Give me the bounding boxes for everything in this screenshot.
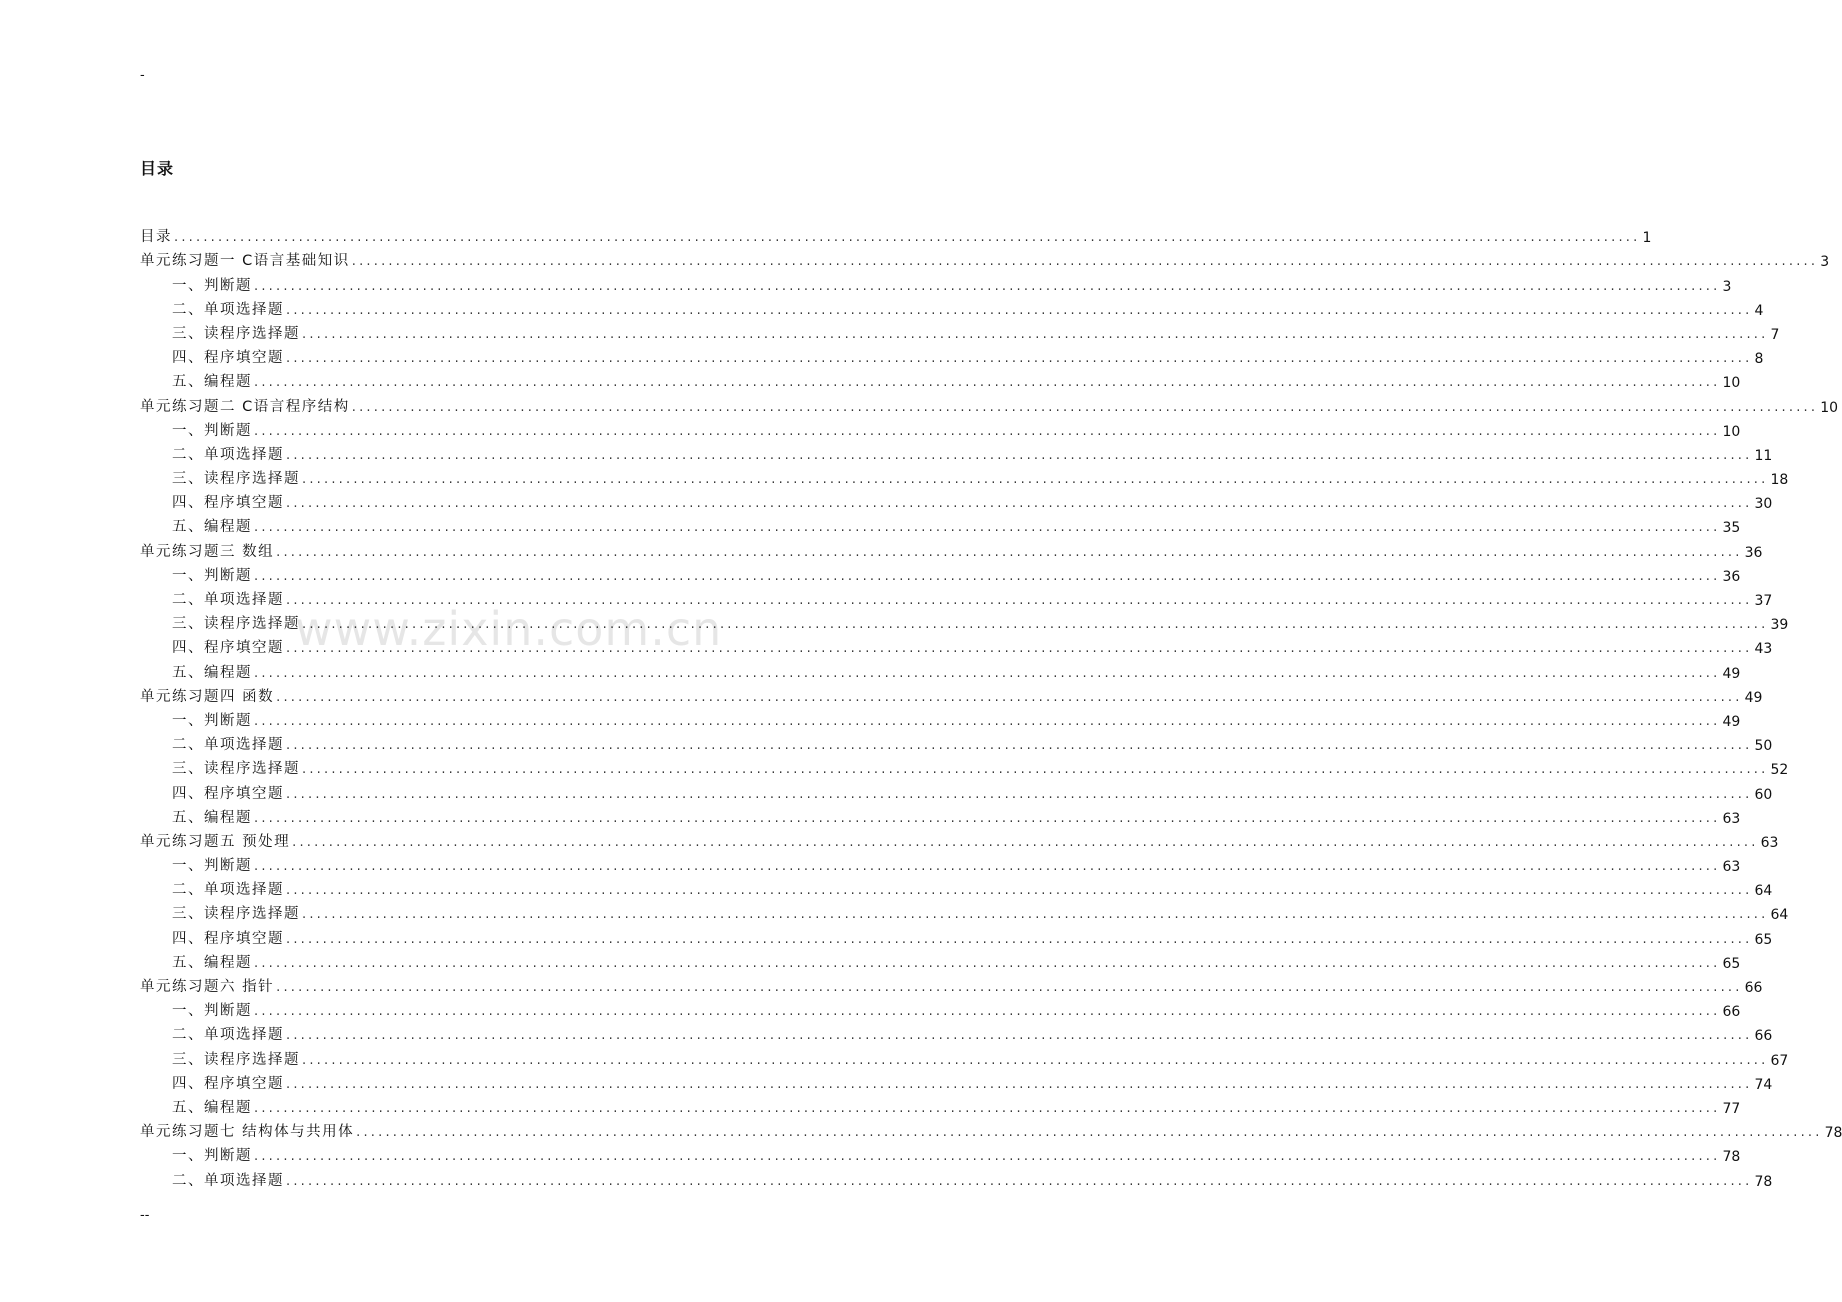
toc-entry-label: 程序填空题 [204, 1075, 284, 1092]
toc-entry-page-number: 66 [1722, 1004, 1741, 1021]
toc-dot-leader: ........................................................................................................................................................................................................ [254, 520, 1721, 536]
toc-entry-number: 三、 [172, 761, 204, 778]
toc-dot-leader: ........................................................................................................................................................................................................ [286, 302, 1753, 318]
toc-entry[interactable] [140, 682, 1763, 706]
toc-entry-label: 编程题 [204, 664, 252, 681]
toc-entry[interactable] [140, 730, 1773, 755]
toc-entry-label: 读程序选择题 [204, 471, 300, 488]
toc-entry-number: 三、 [172, 616, 204, 633]
toc-entry[interactable] [140, 391, 1839, 416]
toc-entry[interactable] [140, 416, 1741, 440]
toc-dot-leader: ........................................................................................................................................................................................................ [254, 955, 1721, 971]
toc-dot-leader: ........................................................................................................................................................................................................ [302, 472, 1769, 488]
toc-entry[interactable] [140, 1165, 1773, 1190]
toc-entry-page-number: 10 [1722, 375, 1741, 392]
toc-entry-number: 一、 [172, 858, 204, 875]
toc-entry-label: 编程题 [204, 374, 252, 391]
toc-entry-page-number: 78 [1722, 1149, 1741, 1166]
toc-entry-page-number: 63 [1722, 810, 1741, 827]
toc-dot-leader: ........................................................................................................................................................................................................ [286, 738, 1753, 754]
toc-entry-page-number: 18 [1770, 472, 1789, 489]
toc-dot-leader: ........................................................................................................................................................................................................ [254, 810, 1721, 826]
toc-entry-page-number: 66 [1744, 980, 1763, 996]
toc-dot-leader: ........................................................................................................................................................................................................ [286, 1173, 1753, 1189]
page-footer-mark: -- [140, 1208, 150, 1223]
toc-entry-label: 判断题 [204, 277, 252, 294]
toc-entry-label: 程序填空题 [204, 495, 284, 512]
toc-dot-leader: ........................................................................................................................................................................................................ [286, 447, 1753, 463]
toc-dot-leader: ........................................................................................................................................................................................................ [254, 1149, 1721, 1165]
toc-dot-leader: ........................................................................................................................................................................................................ [302, 617, 1769, 633]
toc-entry[interactable] [140, 778, 1773, 803]
toc-entry-page-number: 60 [1754, 786, 1773, 803]
toc-dot-leader: ........................................................................................................................................................................................................ [286, 641, 1753, 657]
toc-entry-page-number: 8 [1754, 351, 1764, 368]
toc-entry-page-number: 78 [1824, 1125, 1842, 1142]
toc-entry-page-number: 39 [1770, 617, 1789, 634]
toc-entry[interactable] [140, 633, 1773, 658]
table-of-contents [140, 222, 1842, 1190]
toc-entry-label: 判断题 [204, 1148, 252, 1165]
toc-entry-page-number: 4 [1754, 302, 1764, 319]
toc-dot-leader: ........................................................................................................................................................................................................ [276, 980, 1743, 995]
toc-dot-leader: ........................................................................................................................................................................................................ [286, 1076, 1753, 1092]
toc-entry-number: 二、 [172, 1027, 204, 1044]
toc-entry-label: 读程序选择题 [204, 616, 300, 633]
toc-entry-page-number: 49 [1744, 689, 1763, 706]
toc-entry[interactable] [140, 1020, 1773, 1045]
toc-entry[interactable] [140, 899, 1789, 924]
toc-entry-page-number: 77 [1722, 1100, 1741, 1117]
toc-entry-number: 五、 [172, 809, 204, 826]
toc-entry-label: 单项选择题 [204, 1027, 284, 1044]
toc-entry[interactable] [140, 222, 1652, 247]
toc-entry-page-number: 36 [1722, 568, 1741, 585]
toc-entry-number: 一、 [172, 1148, 204, 1165]
toc-entry-number: 一、 [172, 1003, 204, 1020]
toc-entry-page-number: 65 [1722, 955, 1741, 972]
toc-entry[interactable] [140, 972, 1763, 996]
toc-entry-label: 程序填空题 [204, 930, 284, 947]
toc-entry-label: 目录 [140, 229, 172, 246]
toc-entry-label: 判断题 [204, 712, 252, 729]
toc-entry-page-number: 74 [1754, 1076, 1773, 1093]
toc-entry-page-number: 11 [1754, 447, 1773, 464]
toc-dot-leader: ........................................................................................................................................................................................................ [254, 665, 1721, 681]
toc-dot-leader: ........................................................................................................................................................................................................ [286, 351, 1753, 367]
toc-entry-label: 单项选择题 [204, 882, 284, 899]
toc-entry-page-number: 66 [1754, 1028, 1773, 1045]
toc-entry[interactable] [140, 1044, 1789, 1069]
toc-entry[interactable] [140, 609, 1789, 634]
toc-entry-page-number: 49 [1722, 665, 1741, 682]
toc-entry-number: 一、 [172, 567, 204, 584]
toc-entry-label: 读程序选择题 [204, 906, 300, 923]
toc-entry-number: 四、 [172, 495, 204, 512]
toc-entry-page-number: 36 [1744, 544, 1763, 561]
toc-entry-page-number: 49 [1722, 713, 1741, 730]
toc-entry[interactable] [140, 319, 1780, 343]
toc-entry[interactable] [140, 657, 1741, 682]
toc-entry-page-number: 52 [1770, 762, 1789, 779]
toc-entry-number: 五、 [172, 664, 204, 681]
toc-entry-label: 判断题 [204, 858, 252, 875]
toc-entry-label: 单项选择题 [204, 301, 284, 318]
toc-entry[interactable] [140, 1141, 1741, 1166]
toc-entry-page-number: 43 [1754, 641, 1773, 658]
toc-dot-leader: ........................................................................................................................................................................................................ [254, 375, 1721, 391]
toc-dot-leader: ........................................................................................................................................................................................................ [254, 278, 1721, 294]
toc-entry-number: 二、 [172, 882, 204, 899]
toc-entry-number: 四、 [172, 785, 204, 802]
toc-dot-leader: ........................................................................................................................................................................................................ [286, 593, 1753, 608]
toc-dot-leader: ........................................................................................................................................................................................................ [302, 762, 1769, 778]
toc-entry[interactable] [140, 803, 1741, 827]
toc-entry-label: 单元练习题二 C语言程序结构 [140, 398, 350, 415]
toc-dot-leader: ........................................................................................................................................................................................................ [286, 786, 1753, 802]
toc-entry-number: 二、 [172, 737, 204, 754]
toc-entry[interactable] [140, 948, 1741, 972]
toc-dot-leader: ........................................................................................................................................................................................................ [286, 931, 1753, 947]
toc-entry-page-number: 3 [1820, 254, 1830, 271]
toc-entry-label: 单项选择题 [204, 592, 284, 608]
toc-entry-page-number: 10 [1722, 423, 1741, 440]
toc-entry[interactable] [140, 536, 1763, 561]
toc-entry-label: 判断题 [204, 567, 252, 584]
toc-entry-page-number: 50 [1754, 738, 1773, 755]
toc-dot-leader: ........................................................................................................................................................................................................ [302, 326, 1769, 342]
toc-entry[interactable] [140, 754, 1789, 779]
toc-entry-label: 编程题 [204, 809, 252, 826]
toc-entry[interactable] [140, 464, 1789, 489]
toc-entry-label: 编程题 [204, 519, 252, 536]
toc-entry-label: 编程题 [204, 954, 252, 971]
toc-entry-number: 四、 [172, 350, 204, 367]
toc-entry-label: 单项选择题 [204, 1172, 284, 1189]
toc-entry-page-number: 64 [1754, 883, 1773, 900]
toc-entry-number: 二、 [172, 301, 204, 318]
toc-entry-label: 读程序选择题 [204, 761, 300, 778]
toc-entry[interactable] [140, 561, 1741, 585]
toc-entry-label: 程序填空题 [204, 785, 284, 802]
toc-entry-label: 编程题 [204, 1099, 252, 1116]
toc-entry-number: 五、 [172, 519, 204, 536]
toc-dot-leader: ........................................................................................................................................................................................................ [286, 496, 1753, 512]
toc-dot-leader: ........................................................................................................................................................................................................ [286, 1028, 1753, 1044]
toc-dot-leader: ........................................................................................................................................................................................................ [302, 907, 1769, 923]
toc-entry-page-number: 10 [1820, 399, 1839, 416]
toc-entry[interactable] [140, 512, 1741, 537]
toc-entry-page-number: 78 [1754, 1173, 1773, 1190]
toc-entry-page-number: 64 [1770, 907, 1789, 924]
toc-entry[interactable] [140, 1117, 1842, 1142]
toc-entry-page-number: 30 [1754, 496, 1773, 513]
toc-entry[interactable] [140, 585, 1773, 609]
toc-dot-leader: ........................................................................................................................................................................................................ [292, 834, 1759, 850]
toc-dot-leader: ........................................................................................................................................................................................................ [254, 713, 1721, 729]
toc-entry-label: 单项选择题 [204, 446, 284, 463]
toc-entry[interactable] [140, 827, 1779, 851]
toc-entry-page-number: 1 [1642, 230, 1652, 247]
toc-entry-number: 二、 [172, 446, 204, 463]
toc-entry-number: 五、 [172, 954, 204, 971]
page-header-mark: - [140, 68, 145, 83]
toc-entry[interactable] [140, 875, 1773, 900]
toc-entry-label: 单元练习题四 函数 [140, 688, 275, 705]
toc-dot-leader: ........................................................................................................................................................................................................ [254, 423, 1721, 439]
toc-dot-leader: ........................................................................................................................................................................................................ [351, 254, 1819, 270]
toc-entry[interactable] [140, 295, 1764, 319]
toc-dot-leader: ........................................................................................................................................................................................................ [254, 568, 1721, 584]
toc-dot-leader: ........................................................................................................................................................................................................ [276, 689, 1743, 705]
toc-entry-label: 读程序选择题 [204, 325, 300, 342]
toc-entry-page-number: 37 [1754, 593, 1773, 609]
toc-entry-page-number: 65 [1754, 931, 1773, 948]
toc-entry-label: 读程序选择题 [204, 1051, 300, 1068]
toc-entry-label: 单元练习题五 预处理 [140, 833, 291, 850]
toc-entry[interactable] [140, 1069, 1773, 1093]
toc-dot-leader: ........................................................................................................................................................................................................ [356, 1125, 1823, 1141]
toc-entry-number: 五、 [172, 374, 204, 391]
toc-entry-number: 一、 [172, 422, 204, 439]
toc-entry-label: 判断题 [204, 422, 252, 439]
toc-entry-number: 三、 [172, 906, 204, 923]
toc-entry[interactable] [140, 996, 1741, 1021]
toc-entry-number: 三、 [172, 325, 204, 342]
toc-dot-leader: ........................................................................................................................................................................................................ [276, 544, 1743, 560]
toc-entry-number: 一、 [172, 712, 204, 729]
toc-entry[interactable] [140, 488, 1773, 513]
toc-entry-number: 三、 [172, 471, 204, 488]
toc-entry[interactable] [140, 343, 1764, 368]
toc-entry-label: 单元练习题六 指针 [140, 979, 275, 995]
toc-entry-page-number: 63 [1760, 834, 1779, 851]
toc-entry[interactable] [140, 440, 1773, 464]
toc-dot-leader: ........................................................................................................................................................................................................ [254, 1100, 1721, 1116]
toc-entry-label: 判断题 [204, 1003, 252, 1020]
toc-entry-label: 单元练习题一 C语言基础知识 [140, 253, 350, 270]
toc-dot-leader: ........................................................................................................................................................................................................ [254, 859, 1721, 875]
toc-dot-leader: ........................................................................................................................................................................................................ [302, 1052, 1769, 1068]
toc-entry-number: 三、 [172, 1051, 204, 1068]
toc-entry-page-number: 7 [1770, 326, 1780, 343]
toc-entry-label: 程序填空题 [204, 640, 284, 657]
toc-entry-number: 二、 [172, 1172, 204, 1189]
toc-entry-page-number: 63 [1722, 859, 1741, 876]
toc-entry-label: 单元练习题七 结构体与共用体 [140, 1124, 355, 1141]
toc-dot-leader: ........................................................................................................................................................................................................ [254, 1004, 1721, 1020]
toc-entry[interactable] [140, 1093, 1741, 1117]
toc-entry-label: 单元练习题三 数组 [140, 543, 275, 560]
toc-entry-page-number: 3 [1722, 278, 1732, 295]
toc-dot-leader: ........................................................................................................................................................................................................ [351, 399, 1819, 415]
toc-entry-page-number: 67 [1770, 1052, 1789, 1069]
toc-dot-leader: ........................................................................................................................................................................................................ [174, 230, 1641, 246]
toc-entry-number: 四、 [172, 1075, 204, 1092]
page-title: 目录 [140, 159, 175, 178]
toc-entry[interactable] [140, 706, 1741, 730]
toc-entry-number: 五、 [172, 1099, 204, 1116]
toc-entry-label: 单项选择题 [204, 737, 284, 754]
toc-entry-number: 一、 [172, 277, 204, 294]
toc-dot-leader: ........................................................................................................................................................................................................ [286, 883, 1753, 899]
toc-entry[interactable] [140, 923, 1773, 948]
toc-entry-label: 程序填空题 [204, 350, 284, 367]
toc-entry[interactable] [140, 246, 1830, 271]
toc-entry[interactable] [140, 367, 1741, 392]
toc-entry-page-number: 35 [1722, 520, 1741, 537]
toc-entry-number: 四、 [172, 640, 204, 657]
watermark: www.zixin.com.cn [295, 602, 723, 656]
toc-entry-number: 二、 [172, 592, 204, 608]
toc-entry[interactable] [140, 270, 1732, 295]
toc-entry[interactable] [140, 851, 1741, 876]
toc-entry-number: 四、 [172, 930, 204, 947]
